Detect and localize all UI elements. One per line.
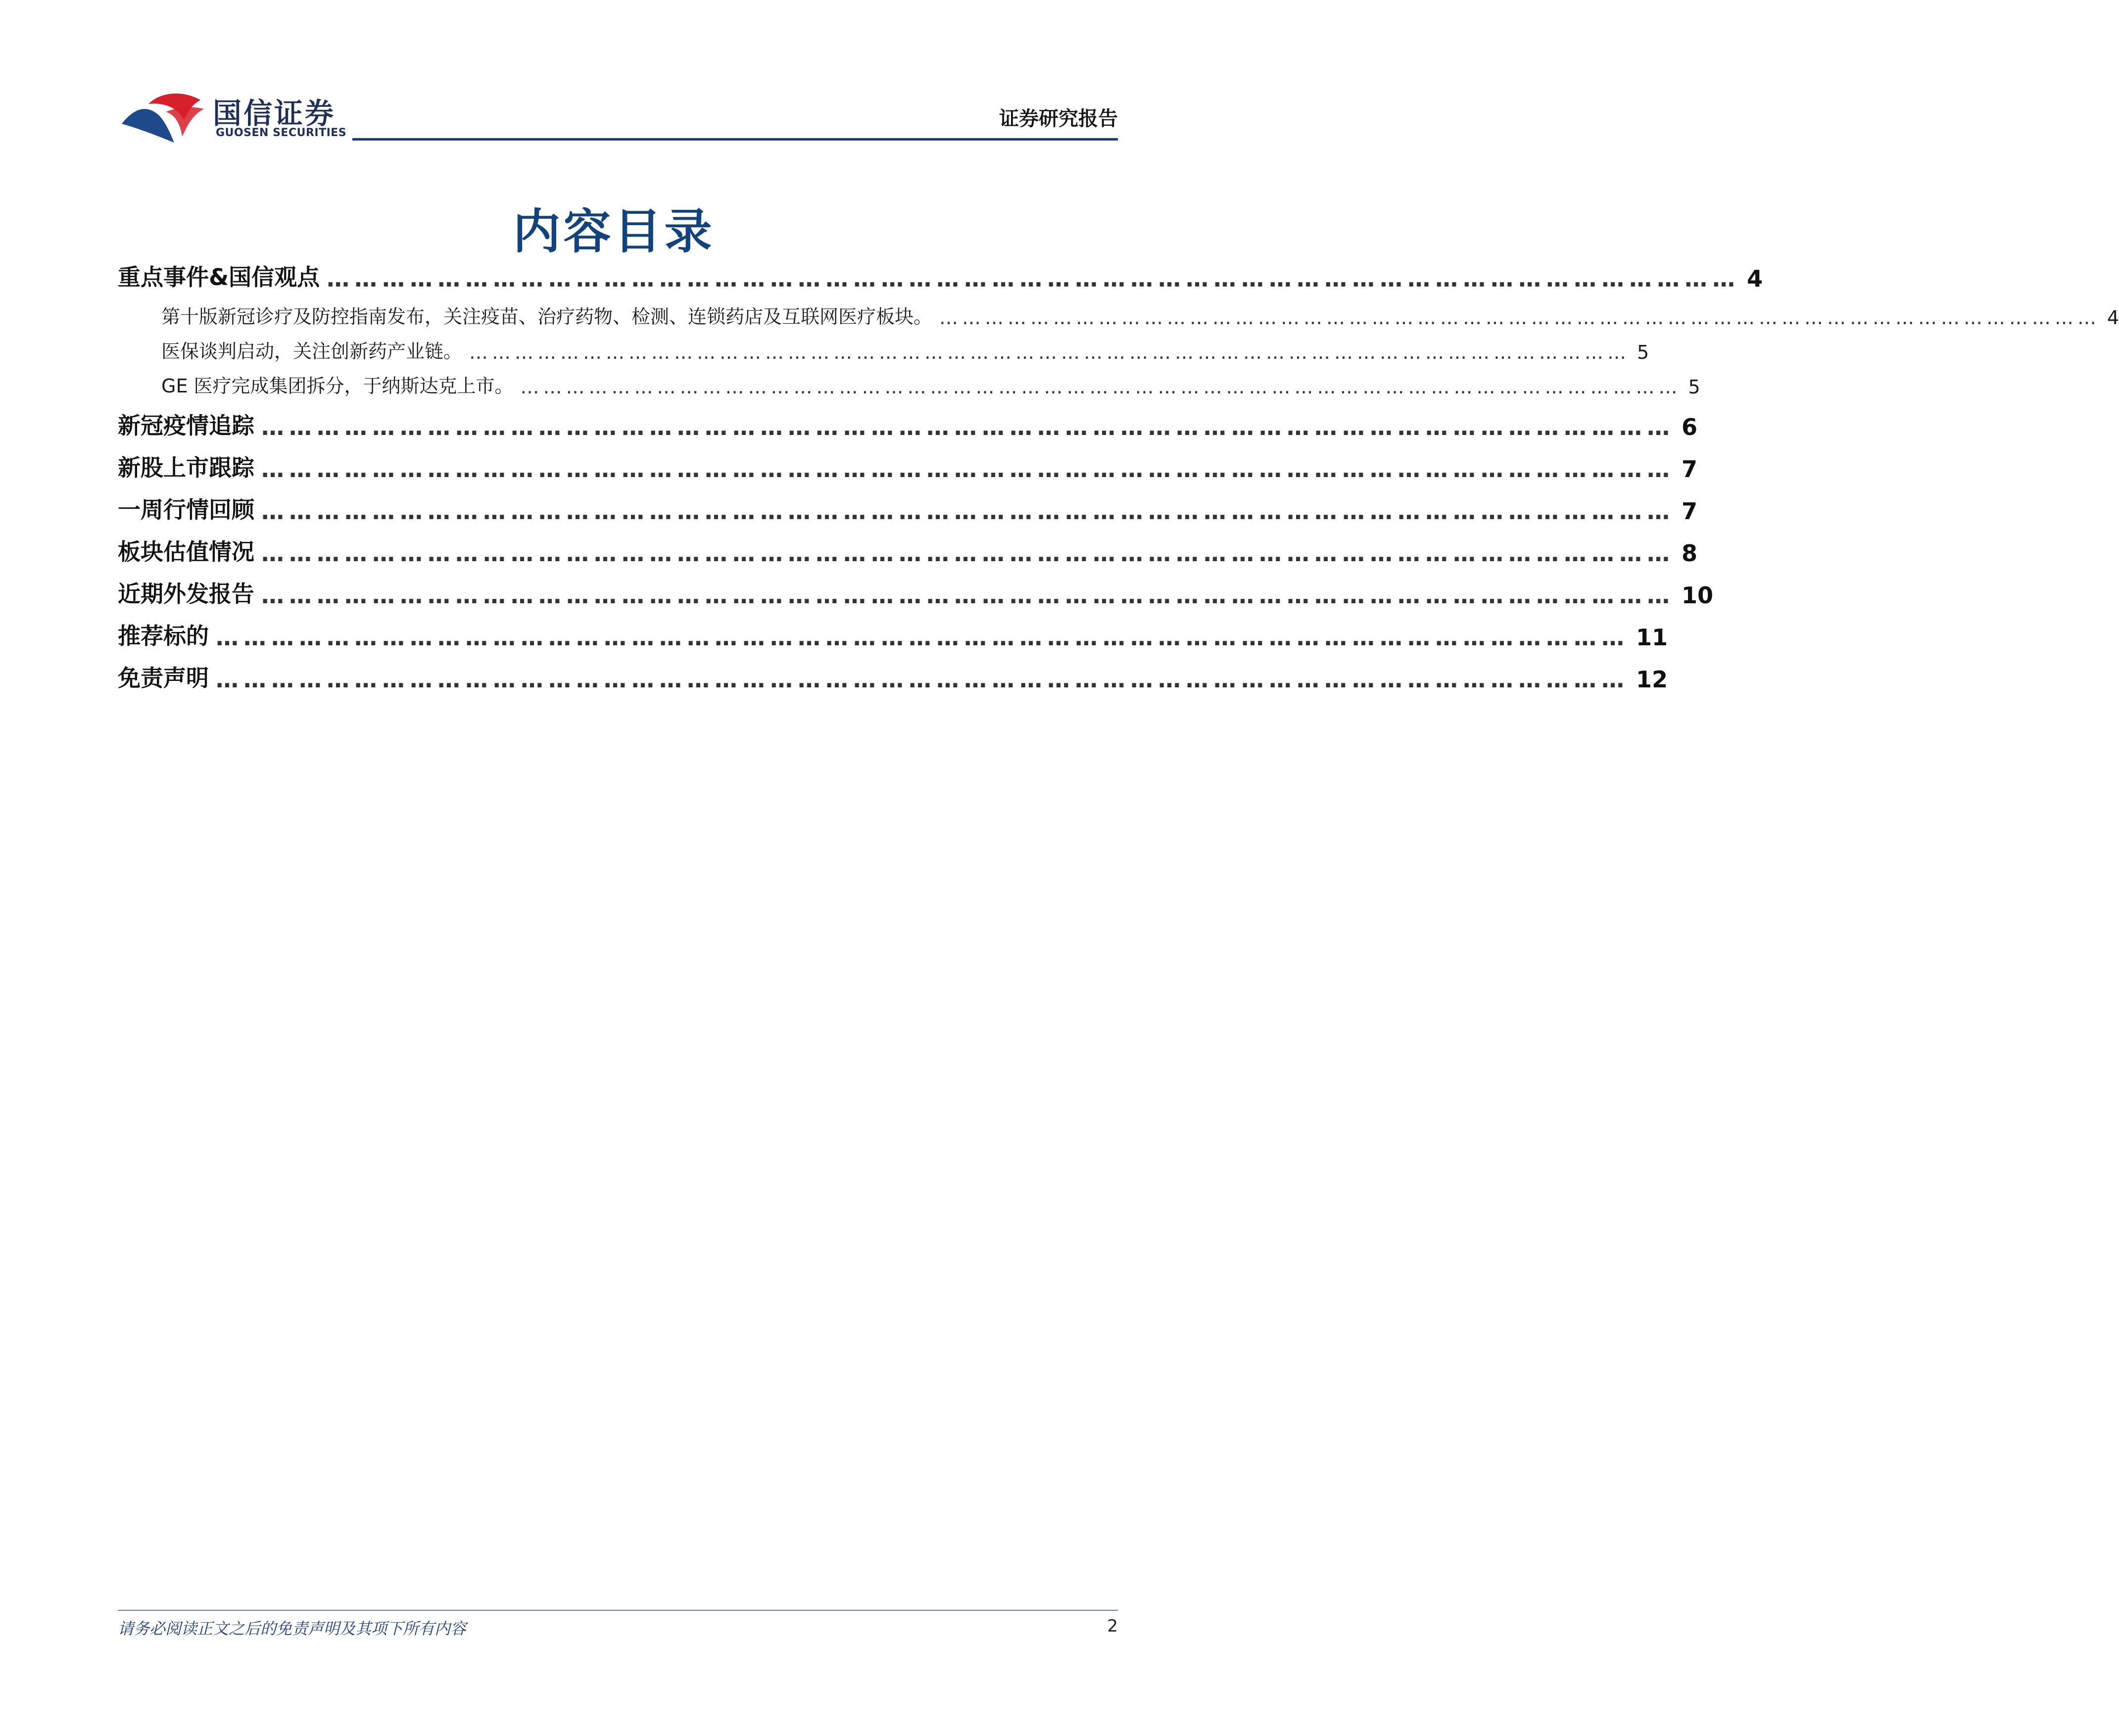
toc-entry-page: 7 — [1682, 456, 1698, 482]
toc-title: 内容目录 — [513, 204, 715, 259]
toc-leader-dots: ……………………………………………………………………………………………………………………………………… — [327, 265, 1740, 292]
toc-entry-page: 8 — [1682, 540, 1698, 567]
page-header — [0, 0, 1228, 148]
logo-chinese-name: 国信证券 — [213, 96, 336, 130]
toc-entry[interactable] — [118, 574, 1714, 609]
toc-entry[interactable] — [118, 490, 1698, 525]
page-number: 2 — [1107, 1616, 1118, 1636]
toc-entry-page: 4 — [2107, 307, 2119, 329]
toc-entry[interactable] — [118, 448, 1698, 482]
toc-entry-page: 12 — [1636, 666, 1668, 693]
toc-entry-page: 10 — [1682, 582, 1714, 609]
toc-entry-text: 近期外发报告 — [118, 580, 254, 607]
toc-leader-dots: ……………………………………………………………………………………………………………………………………… — [261, 414, 1675, 440]
toc-leader-dots: ……………………………………………………………………………………………………………………………………… — [261, 456, 1675, 482]
toc-entry-text: GE 医疗完成集团拆分，于纳斯达克上市。 — [161, 375, 514, 397]
toc-entry-page: 6 — [1682, 414, 1698, 440]
footer-disclaimer-note: 请务必阅读正文之后的免责声明及其项下所有内容 — [118, 1619, 467, 1638]
report-type-label: 证券研究报告 — [999, 107, 1118, 130]
guosen-logo — [119, 85, 347, 145]
toc-leader-dots: ……………………………………………………………………………………………………………………………………… — [261, 540, 1675, 567]
header-divider — [352, 138, 1118, 141]
toc-entry[interactable] — [118, 257, 1763, 292]
toc-entry-text: 推荐标的 — [118, 623, 209, 649]
toc-leader-dots: ……………………………………………………………………………………………………………………………………… — [216, 666, 1629, 693]
logo-english-name: GUOSEN SECURITIES — [216, 127, 347, 139]
toc-leader-dots: ……………………………………………………………………………………………………………………………………… — [520, 376, 1682, 398]
toc-entry-text: 医保谈判启动，关注创新药产业链。 — [161, 340, 463, 362]
toc-leader-dots: ……………………………………………………………………………………………………………………………………… — [261, 582, 1675, 609]
toc-leader-dots: ……………………………………………………………………………………………………………………………………… — [939, 307, 2101, 329]
toc-entry-text: 板块估值情况 — [118, 538, 254, 565]
toc-entry[interactable] — [118, 299, 2119, 329]
toc-entry-page: 11 — [1636, 624, 1668, 651]
toc-entry-text: 新冠疫情追踪 — [118, 412, 254, 439]
footer-divider — [118, 1610, 1118, 1611]
toc-entry[interactable] — [118, 616, 1668, 651]
toc-entry[interactable] — [118, 406, 1698, 440]
toc-entry-text: 新股上市跟踪 — [118, 454, 254, 481]
toc-entry-text: 第十版新冠诊疗及防控指南发布，关注疫苗、治疗药物、检测、连锁药店及互联网医疗板块。 — [161, 306, 933, 328]
toc-entry[interactable] — [118, 334, 1649, 363]
toc-entry-text: 一周行情回顾 — [118, 496, 254, 523]
toc-entry-text: 免责声明 — [118, 665, 209, 691]
toc-entry[interactable] — [118, 532, 1698, 567]
toc-entry[interactable] — [118, 658, 1668, 693]
toc-entry-text: 重点事件&国信观点 — [118, 264, 320, 290]
guosen-logo-mark-icon — [119, 89, 213, 144]
toc-entry-page: 5 — [1688, 376, 1700, 398]
toc-leader-dots: ……………………………………………………………………………………………………………………………………… — [261, 498, 1675, 525]
toc-entry-page: 4 — [1747, 265, 1763, 292]
toc-entry-page: 5 — [1637, 341, 1649, 363]
toc-leader-dots: ……………………………………………………………………………………………………………………………………… — [216, 624, 1629, 651]
toc-entry-page: 7 — [1682, 498, 1698, 525]
toc-entry[interactable] — [118, 368, 1700, 398]
toc-leader-dots: ……………………………………………………………………………………………………………………………………… — [469, 341, 1631, 363]
